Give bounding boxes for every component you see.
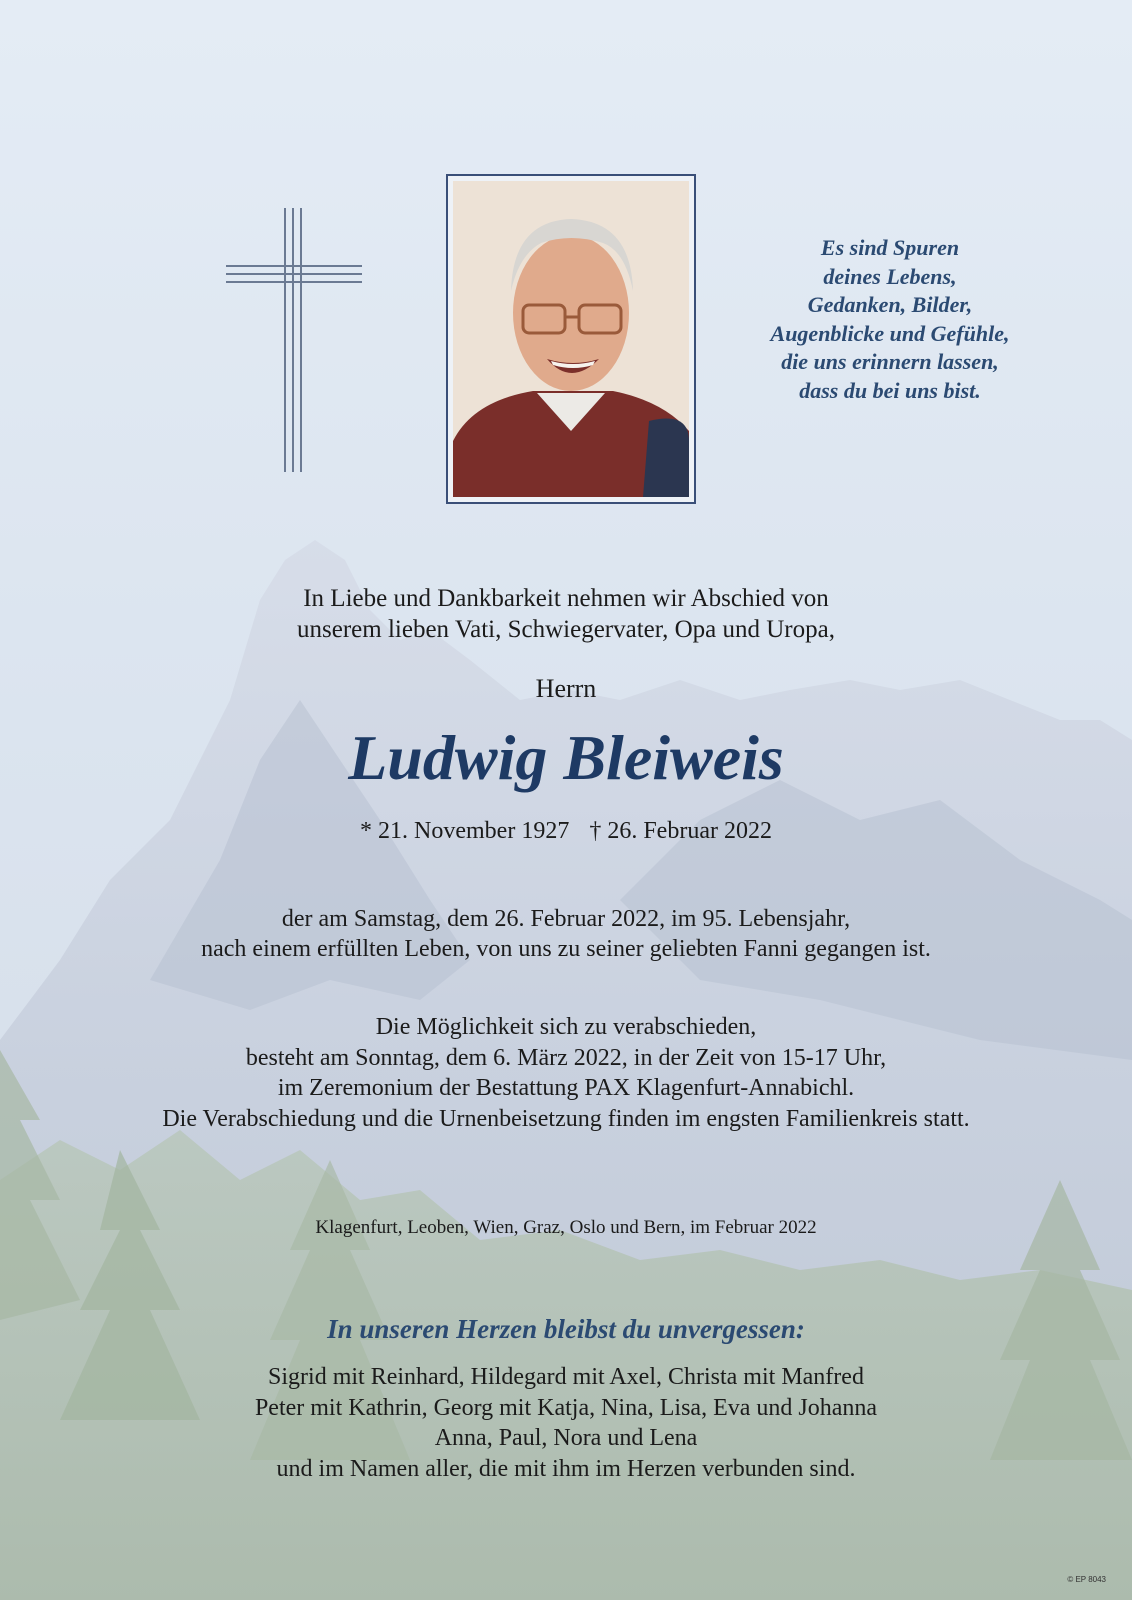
death-notice-line: nach einem erfüllten Leben, von uns zu seiner geliebten Fanni gegangen ist.	[201, 936, 931, 962]
poem-line: Es sind Spuren	[820, 235, 960, 260]
poem-line: dass du bei uns bist.	[799, 377, 981, 403]
death-notice	[0, 904, 1132, 964]
remembrance-heading: In unseren Herzen bleibst du unvergessen:	[327, 1314, 805, 1344]
farewell-line: im Zeremonium der Bestattung PAX Klagenfurt-Annabichl.	[277, 1075, 855, 1101]
life-dates	[0, 816, 1132, 846]
poem-line: die uns erinnern lassen,	[781, 349, 999, 374]
birth-date: * 21. November 1927	[360, 818, 570, 844]
cross-icon	[226, 208, 362, 472]
farewell-line: Die Möglichkeit sich zu verabschieden,	[375, 1014, 757, 1040]
intro-line: unserem lieben Vati, Schwiegervater, Opa und Uropa,	[297, 616, 835, 643]
mourners-line: Peter mit Kathrin, Georg mit Katja, Nina, Lisa, Eva und Johanna	[254, 1394, 878, 1421]
poem-line: Augenblicke und Gefühle,	[770, 320, 1010, 346]
mourners-line: Anna, Paul, Nora und Lena	[434, 1425, 698, 1451]
deceased-name: Ludwig Bleiweis	[348, 722, 784, 793]
farewell-line: Die Verabschiedung und die Urnenbeisetzung finden im engsten Familienkreis statt.	[162, 1105, 970, 1132]
template-code: © EP 8043	[1067, 1575, 1106, 1584]
mourners-line: und im Namen aller, die mit ihm im Herzen verbunden sind.	[276, 1455, 856, 1482]
mourners-list	[0, 1362, 1132, 1484]
poem-line: Gedanken, Bilder,	[807, 292, 973, 317]
mourners-line: Sigrid mit Reinhard, Hildegard mit Axel, Christa mit Manfred	[268, 1364, 864, 1390]
intro-text	[0, 583, 1132, 645]
portrait-photo-frame	[446, 174, 696, 504]
farewell-info	[0, 1012, 1132, 1134]
death-date: † 26. Februar 2022	[589, 818, 772, 844]
death-notice-line: der am Samstag, dem 26. Februar 2022, im 95. Lebensjahr,	[281, 906, 851, 932]
place-date: Klagenfurt, Leoben, Wien, Graz, Oslo und Bern, im Februar 2022	[315, 1217, 817, 1238]
portrait-photo	[453, 181, 689, 497]
farewell-line: besteht am Sonntag, dem 6. März 2022, in der Zeit von 15-17 Uhr,	[245, 1044, 887, 1071]
salutation: Herrn	[535, 674, 597, 703]
poem-line: deines Lebens,	[823, 263, 957, 289]
intro-line: In Liebe und Dankbarkeit nehmen wir Abschied von	[303, 585, 829, 612]
poem	[740, 234, 1040, 405]
